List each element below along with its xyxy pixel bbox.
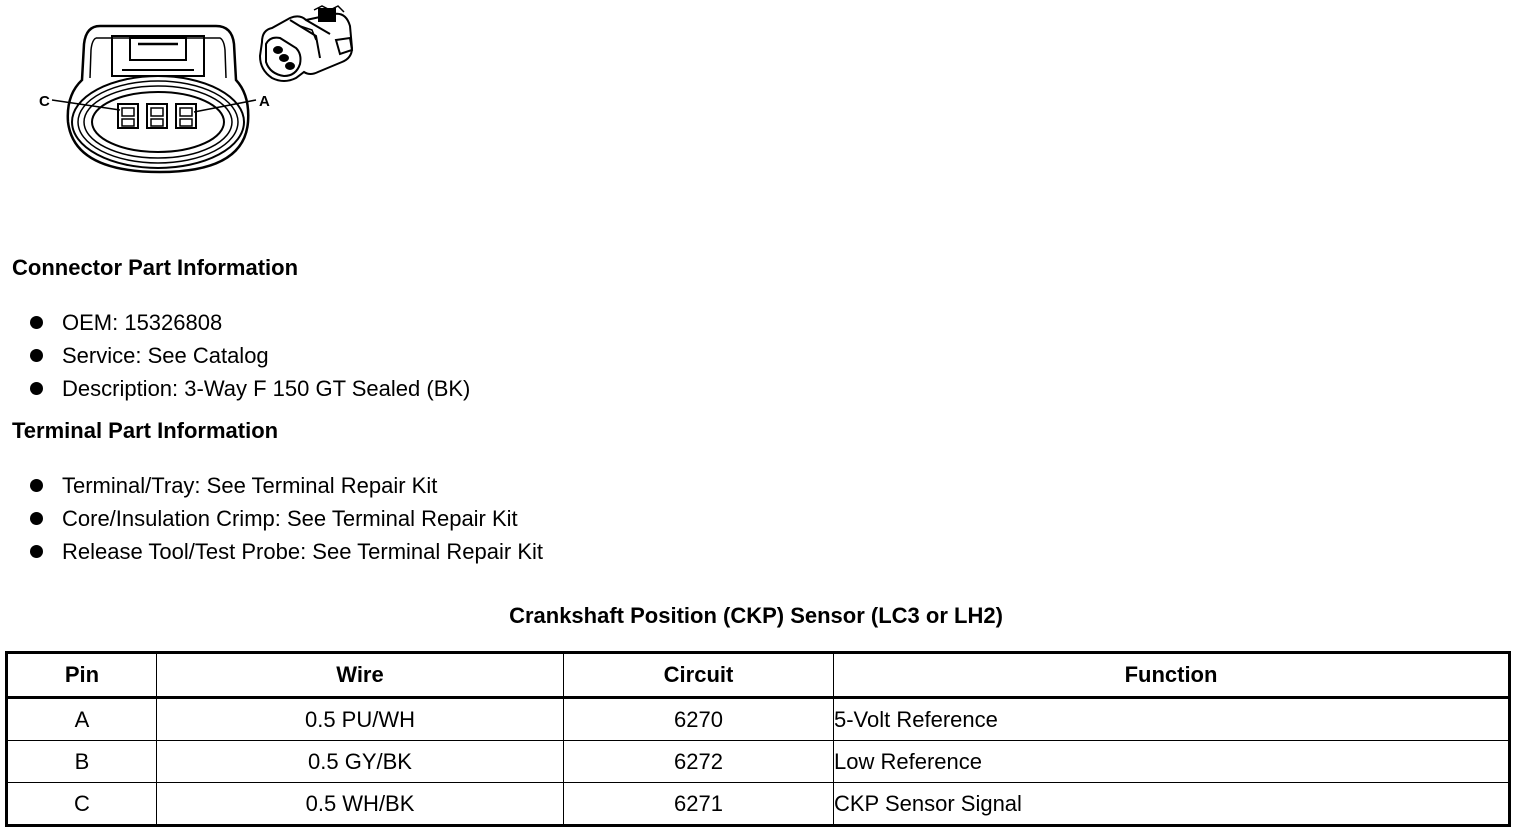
bullet-icon [30, 512, 43, 525]
bullet-icon [30, 382, 43, 395]
terminal-label-c: C [39, 93, 50, 110]
connector-3d-icon [260, 6, 352, 81]
connector-info-heading: Connector Part Information [12, 255, 299, 280]
connector-face-view [52, 26, 256, 172]
circuit-cell: 6271 [564, 783, 834, 826]
pin-cell: A [7, 698, 157, 741]
pin-table [5, 651, 1511, 827]
pin-cell: C [7, 783, 157, 826]
table-row [7, 741, 1510, 783]
circuit-cell: 6270 [564, 698, 834, 741]
column-header-pin: Pin [7, 653, 157, 698]
connector-diagram [30, 0, 370, 190]
terminal-label-a: A [259, 93, 270, 110]
column-header-function: Function [834, 653, 1510, 698]
column-header-circuit: Circuit [564, 653, 834, 698]
table-row [7, 698, 1510, 741]
terminal-crimp-text: Core/Insulation Crimp: See Terminal Repair Kit [62, 506, 518, 531]
function-cell: 5-Volt Reference [834, 698, 1510, 741]
terminal-release-tool-text: Release Tool/Test Probe: See Terminal Repair Kit [62, 539, 543, 564]
bullet-icon [30, 479, 43, 492]
wire-cell: 0.5 PU/WH [157, 698, 564, 741]
function-cell: CKP Sensor Signal [834, 783, 1510, 826]
pin-table-title: Crankshaft Position (CKP) Sensor (LC3 or LH2) [509, 603, 1003, 628]
function-cell: Low Reference [834, 741, 1510, 783]
bullet-icon [30, 349, 43, 362]
bullet-icon [30, 316, 43, 329]
pin-cell: B [7, 741, 157, 783]
bullet-icon [30, 545, 43, 558]
circuit-cell: 6272 [564, 741, 834, 783]
connector-service-text: Service: See Catalog [62, 343, 269, 368]
table-row [7, 783, 1510, 826]
terminal-info-heading: Terminal Part Information [12, 418, 279, 443]
wire-cell: 0.5 WH/BK [157, 783, 564, 826]
connector-oem-text: OEM: 15326808 [62, 310, 223, 335]
wire-cell: 0.5 GY/BK [157, 741, 564, 783]
terminal-tray-text: Terminal/Tray: See Terminal Repair Kit [62, 473, 438, 498]
column-header-wire: Wire [157, 653, 564, 698]
connector-description-text: Description: 3-Way F 150 GT Sealed (BK) [62, 376, 471, 401]
table-header-row [7, 653, 1510, 698]
